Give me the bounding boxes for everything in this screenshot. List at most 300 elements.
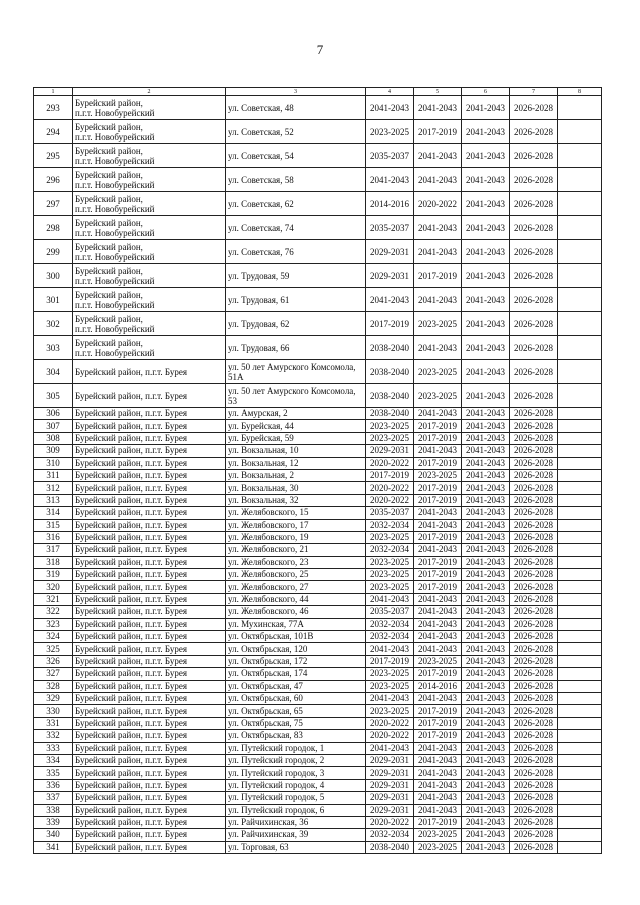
table-row — [34, 457, 602, 469]
column-number-row — [34, 88, 602, 96]
period-col7-cell: 2026-2028 — [510, 730, 558, 742]
address-cell: ул. Вокзальная, 12 — [226, 457, 366, 469]
period-col6-cell: 2041-2043 — [462, 692, 510, 704]
period-col6-cell: 2041-2043 — [462, 408, 510, 420]
period-col5-cell: 2041-2043 — [414, 288, 462, 312]
period-col7-cell: 2026-2028 — [510, 754, 558, 766]
column8-cell — [558, 168, 602, 192]
period-col5-cell: 2023-2025 — [414, 384, 462, 408]
period-col7-cell: 2026-2028 — [510, 668, 558, 680]
period-col4-cell: 2035-2037 — [366, 144, 414, 168]
address-cell: ул. Путейский городок, 3 — [226, 767, 366, 779]
table-body — [34, 96, 602, 854]
table-row — [34, 829, 602, 841]
period-col4-cell: 2032-2034 — [366, 544, 414, 556]
row-number: 312 — [34, 482, 73, 494]
address-cell: ул. Путейский городок, 6 — [226, 804, 366, 816]
period-col4-cell: 2020-2022 — [366, 482, 414, 494]
period-col6-cell: 2041-2043 — [462, 655, 510, 667]
row-number: 317 — [34, 544, 73, 556]
column8-cell — [558, 680, 602, 692]
period-col5-cell: 2023-2025 — [414, 841, 462, 853]
period-col4-cell: 2032-2034 — [366, 519, 414, 531]
period-col7-cell: 2026-2028 — [510, 643, 558, 655]
column-header-4: 4 — [366, 88, 414, 96]
district-cell: Бурейский район, п.г.т. Бурея — [73, 779, 226, 791]
period-col4-cell: 2029-2031 — [366, 754, 414, 766]
table-row — [34, 360, 602, 384]
address-cell: ул. Райчихинская, 36 — [226, 816, 366, 828]
period-col5-cell: 2041-2043 — [414, 779, 462, 791]
district-cell: Бурейский район, п.г.т. Бурея — [73, 754, 226, 766]
district-cell: Бурейский район, п.г.т. Новобурейский — [73, 192, 226, 216]
row-number: 318 — [34, 556, 73, 568]
period-col5-cell: 2041-2043 — [414, 240, 462, 264]
table-row — [34, 168, 602, 192]
period-col4-cell: 2023-2025 — [366, 556, 414, 568]
period-col7-cell: 2026-2028 — [510, 631, 558, 643]
district-cell: Бурейский район, п.г.т. Бурея — [73, 482, 226, 494]
row-number: 324 — [34, 631, 73, 643]
period-col6-cell: 2041-2043 — [462, 192, 510, 216]
period-col4-cell: 2032-2034 — [366, 631, 414, 643]
address-cell: ул. Октябрьская, 174 — [226, 668, 366, 680]
district-cell: Бурейский район, п.г.т. Новобурейский — [73, 312, 226, 336]
table-row — [34, 705, 602, 717]
period-col6-cell: 2041-2043 — [462, 717, 510, 729]
row-number: 302 — [34, 312, 73, 336]
address-cell: ул. Трудовая, 62 — [226, 312, 366, 336]
address-cell: ул. Желябовского, 25 — [226, 569, 366, 581]
row-number: 330 — [34, 705, 73, 717]
period-col4-cell: 2038-2040 — [366, 408, 414, 420]
period-col5-cell: 2023-2025 — [414, 655, 462, 667]
period-col6-cell: 2041-2043 — [462, 120, 510, 144]
table-row — [34, 730, 602, 742]
period-col5-cell: 2017-2019 — [414, 556, 462, 568]
column8-cell — [558, 841, 602, 853]
table-row — [34, 581, 602, 593]
period-col5-cell: 2041-2043 — [414, 96, 462, 120]
period-col6-cell: 2041-2043 — [462, 581, 510, 593]
period-col5-cell: 2017-2019 — [414, 581, 462, 593]
address-cell: ул. Мухинская, 77А — [226, 618, 366, 630]
period-col5-cell: 2041-2043 — [414, 519, 462, 531]
period-col5-cell: 2041-2043 — [414, 792, 462, 804]
period-col7-cell: 2026-2028 — [510, 544, 558, 556]
row-number: 298 — [34, 216, 73, 240]
row-number: 297 — [34, 192, 73, 216]
row-number: 320 — [34, 581, 73, 593]
district-cell: Бурейский район, п.г.т. Бурея — [73, 445, 226, 457]
period-col6-cell: 2041-2043 — [462, 618, 510, 630]
period-col4-cell: 2014-2016 — [366, 192, 414, 216]
period-col4-cell: 2017-2019 — [366, 655, 414, 667]
period-col5-cell: 2041-2043 — [414, 742, 462, 754]
period-col7-cell: 2026-2028 — [510, 779, 558, 791]
period-col6-cell: 2041-2043 — [462, 531, 510, 543]
period-col5-cell: 2017-2019 — [414, 457, 462, 469]
district-cell: Бурейский район, п.г.т. Бурея — [73, 606, 226, 618]
period-col5-cell: 2023-2025 — [414, 469, 462, 481]
address-cell: ул. Октябрьская, 47 — [226, 680, 366, 692]
address-cell: ул. Советская, 58 — [226, 168, 366, 192]
period-col4-cell: 2041-2043 — [366, 168, 414, 192]
address-cell: ул. Путейский городок, 1 — [226, 742, 366, 754]
row-number: 296 — [34, 168, 73, 192]
period-col7-cell: 2026-2028 — [510, 144, 558, 168]
row-number: 303 — [34, 336, 73, 360]
district-cell: Бурейский район, п.г.т. Бурея — [73, 816, 226, 828]
period-col4-cell: 2038-2040 — [366, 360, 414, 384]
period-col5-cell: 2017-2019 — [414, 420, 462, 432]
address-cell: ул. Октябрьская, 75 — [226, 717, 366, 729]
period-col4-cell: 2041-2043 — [366, 692, 414, 704]
row-number: 305 — [34, 384, 73, 408]
table-row — [34, 519, 602, 531]
period-col7-cell: 2026-2028 — [510, 519, 558, 531]
district-cell: Бурейский район, п.г.т. Бурея — [73, 692, 226, 704]
table-row — [34, 779, 602, 791]
row-number: 325 — [34, 643, 73, 655]
period-col5-cell: 2041-2043 — [414, 767, 462, 779]
period-col7-cell: 2026-2028 — [510, 692, 558, 704]
period-col7-cell: 2026-2028 — [510, 216, 558, 240]
period-col5-cell: 2023-2025 — [414, 312, 462, 336]
period-col4-cell: 2023-2025 — [366, 120, 414, 144]
column8-cell — [558, 631, 602, 643]
address-cell: ул. Вокзальная, 32 — [226, 494, 366, 506]
period-col4-cell: 2029-2031 — [366, 792, 414, 804]
period-col4-cell: 2017-2019 — [366, 312, 414, 336]
row-number: 300 — [34, 264, 73, 288]
district-cell: Бурейский район, п.г.т. Бурея — [73, 420, 226, 432]
district-cell: Бурейский район, п.г.т. Бурея — [73, 730, 226, 742]
period-col6-cell: 2041-2043 — [462, 754, 510, 766]
period-col7-cell: 2026-2028 — [510, 168, 558, 192]
period-col4-cell: 2020-2022 — [366, 717, 414, 729]
period-col6-cell: 2041-2043 — [462, 606, 510, 618]
column8-cell — [558, 288, 602, 312]
row-number: 341 — [34, 841, 73, 853]
period-col4-cell: 2032-2034 — [366, 618, 414, 630]
period-col6-cell: 2041-2043 — [462, 519, 510, 531]
address-cell: ул. Советская, 54 — [226, 144, 366, 168]
address-cell: ул. Желябовского, 23 — [226, 556, 366, 568]
period-col4-cell: 2023-2025 — [366, 531, 414, 543]
period-col5-cell: 2041-2043 — [414, 336, 462, 360]
district-cell: Бурейский район, п.г.т. Бурея — [73, 432, 226, 444]
district-cell: Бурейский район, п.г.т. Бурея — [73, 581, 226, 593]
column-header-7: 7 — [510, 88, 558, 96]
table-row — [34, 507, 602, 519]
table-row — [34, 816, 602, 828]
column8-cell — [558, 804, 602, 816]
address-cell: ул. Вокзальная, 10 — [226, 445, 366, 457]
district-cell: Бурейский район, п.г.т. Бурея — [73, 569, 226, 581]
period-col7-cell: 2026-2028 — [510, 120, 558, 144]
district-cell: Бурейский район, п.г.т. Бурея — [73, 841, 226, 853]
district-cell: Бурейский район, п.г.т. Бурея — [73, 507, 226, 519]
period-col7-cell: 2026-2028 — [510, 531, 558, 543]
period-col6-cell: 2041-2043 — [462, 668, 510, 680]
district-cell: Бурейский район, п.г.т. Новобурейский — [73, 120, 226, 144]
column8-cell — [558, 494, 602, 506]
row-number: 294 — [34, 120, 73, 144]
row-number: 309 — [34, 445, 73, 457]
row-number: 333 — [34, 742, 73, 754]
row-number: 323 — [34, 618, 73, 630]
period-col7-cell: 2026-2028 — [510, 680, 558, 692]
column8-cell — [558, 384, 602, 408]
period-col5-cell: 2017-2019 — [414, 569, 462, 581]
period-col4-cell: 2020-2022 — [366, 816, 414, 828]
row-number: 340 — [34, 829, 73, 841]
table-row — [34, 717, 602, 729]
period-col5-cell: 2023-2025 — [414, 829, 462, 841]
period-col4-cell: 2023-2025 — [366, 420, 414, 432]
table-row — [34, 742, 602, 754]
district-cell: Бурейский район, п.г.т. Новобурейский — [73, 144, 226, 168]
period-col6-cell: 2041-2043 — [462, 569, 510, 581]
address-cell: ул. Трудовая, 59 — [226, 264, 366, 288]
address-cell: ул. Советская, 76 — [226, 240, 366, 264]
period-col6-cell: 2041-2043 — [462, 792, 510, 804]
period-col5-cell: 2017-2019 — [414, 705, 462, 717]
row-number: 306 — [34, 408, 73, 420]
period-col6-cell: 2041-2043 — [462, 384, 510, 408]
address-cell: ул. Желябовского, 21 — [226, 544, 366, 556]
column8-cell — [558, 264, 602, 288]
period-col6-cell: 2041-2043 — [462, 705, 510, 717]
period-col4-cell: 2020-2022 — [366, 457, 414, 469]
district-cell: Бурейский район, п.г.т. Бурея — [73, 544, 226, 556]
column8-cell — [558, 507, 602, 519]
district-cell: Бурейский район, п.г.т. Бурея — [73, 408, 226, 420]
district-cell: Бурейский район, п.г.т. Бурея — [73, 531, 226, 543]
period-col4-cell: 2041-2043 — [366, 288, 414, 312]
period-col5-cell: 2041-2043 — [414, 631, 462, 643]
table-row — [34, 482, 602, 494]
column8-cell — [558, 569, 602, 581]
row-number: 293 — [34, 96, 73, 120]
period-col7-cell: 2026-2028 — [510, 312, 558, 336]
period-col5-cell: 2041-2043 — [414, 754, 462, 766]
address-cell: ул. Октябрьская, 172 — [226, 655, 366, 667]
column8-cell — [558, 192, 602, 216]
table-row — [34, 754, 602, 766]
table-row — [34, 680, 602, 692]
period-col6-cell: 2041-2043 — [462, 680, 510, 692]
address-cell: ул. Октябрьская, 120 — [226, 643, 366, 655]
period-col6-cell: 2041-2043 — [462, 730, 510, 742]
column8-cell — [558, 705, 602, 717]
period-col4-cell: 2020-2022 — [366, 730, 414, 742]
table-row — [34, 120, 602, 144]
period-col6-cell: 2041-2043 — [462, 482, 510, 494]
table-row — [34, 336, 602, 360]
period-col7-cell: 2026-2028 — [510, 569, 558, 581]
district-cell: Бурейский район, п.г.т. Бурея — [73, 494, 226, 506]
district-cell: Бурейский район, п.г.т. Новобурейский — [73, 288, 226, 312]
column8-cell — [558, 216, 602, 240]
period-col4-cell: 2041-2043 — [366, 96, 414, 120]
period-col5-cell: 2017-2019 — [414, 730, 462, 742]
period-col5-cell: 2017-2019 — [414, 120, 462, 144]
table-row — [34, 631, 602, 643]
period-col5-cell: 2041-2043 — [414, 606, 462, 618]
column8-cell — [558, 96, 602, 120]
row-number: 335 — [34, 767, 73, 779]
table-row — [34, 792, 602, 804]
address-cell: ул. Трудовая, 61 — [226, 288, 366, 312]
column8-cell — [558, 779, 602, 791]
period-col5-cell: 2020-2022 — [414, 192, 462, 216]
period-col6-cell: 2041-2043 — [462, 593, 510, 605]
period-col6-cell: 2041-2043 — [462, 312, 510, 336]
table-row — [34, 804, 602, 816]
period-col6-cell: 2041-2043 — [462, 804, 510, 816]
period-col5-cell: 2017-2019 — [414, 717, 462, 729]
column8-cell — [558, 120, 602, 144]
period-col7-cell: 2026-2028 — [510, 192, 558, 216]
column8-cell — [558, 816, 602, 828]
table-row — [34, 96, 602, 120]
period-col6-cell: 2041-2043 — [462, 544, 510, 556]
period-col6-cell: 2041-2043 — [462, 445, 510, 457]
row-number: 322 — [34, 606, 73, 618]
address-cell: ул. Желябовского, 44 — [226, 593, 366, 605]
address-cell: ул. Желябовского, 15 — [226, 507, 366, 519]
period-col4-cell: 2020-2022 — [366, 494, 414, 506]
period-col5-cell: 2017-2019 — [414, 482, 462, 494]
address-cell: ул. Амурская, 2 — [226, 408, 366, 420]
period-col7-cell: 2026-2028 — [510, 841, 558, 853]
period-col7-cell: 2026-2028 — [510, 792, 558, 804]
period-col6-cell: 2041-2043 — [462, 816, 510, 828]
period-col5-cell: 2023-2025 — [414, 360, 462, 384]
district-cell: Бурейский район, п.г.т. Бурея — [73, 767, 226, 779]
address-cell: ул. Октябрьская, 60 — [226, 692, 366, 704]
period-col7-cell: 2026-2028 — [510, 593, 558, 605]
period-col7-cell: 2026-2028 — [510, 507, 558, 519]
column8-cell — [558, 482, 602, 494]
table-row — [34, 643, 602, 655]
period-col7-cell: 2026-2028 — [510, 482, 558, 494]
period-col6-cell: 2041-2043 — [462, 494, 510, 506]
period-col6-cell: 2041-2043 — [462, 144, 510, 168]
column8-cell — [558, 754, 602, 766]
column8-cell — [558, 618, 602, 630]
address-cell: ул. Бурейская, 59 — [226, 432, 366, 444]
row-number: 313 — [34, 494, 73, 506]
district-cell: Бурейский район, п.г.т. Бурея — [73, 792, 226, 804]
period-col5-cell: 2041-2043 — [414, 593, 462, 605]
period-col7-cell: 2026-2028 — [510, 581, 558, 593]
period-col6-cell: 2041-2043 — [462, 216, 510, 240]
address-cell: ул. Путейский городок, 2 — [226, 754, 366, 766]
period-col5-cell: 2017-2019 — [414, 494, 462, 506]
address-cell: ул. Советская, 52 — [226, 120, 366, 144]
period-col5-cell: 2017-2019 — [414, 531, 462, 543]
row-number: 331 — [34, 717, 73, 729]
period-col7-cell: 2026-2028 — [510, 457, 558, 469]
address-cell: ул. Райчихинская, 39 — [226, 829, 366, 841]
address-cell: ул. Октябрьская, 101В — [226, 631, 366, 643]
period-col4-cell: 2029-2031 — [366, 767, 414, 779]
period-col4-cell: 2029-2031 — [366, 804, 414, 816]
address-cell: ул. Желябовского, 46 — [226, 606, 366, 618]
table-row — [34, 384, 602, 408]
period-col7-cell: 2026-2028 — [510, 804, 558, 816]
period-col4-cell: 2017-2019 — [366, 469, 414, 481]
column8-cell — [558, 692, 602, 704]
period-col5-cell: 2041-2043 — [414, 643, 462, 655]
table-row — [34, 593, 602, 605]
row-number: 321 — [34, 593, 73, 605]
period-col5-cell: 2017-2019 — [414, 816, 462, 828]
column-header-8: 8 — [558, 88, 602, 96]
column8-cell — [558, 531, 602, 543]
district-cell: Бурейский район, п.г.т. Бурея — [73, 360, 226, 384]
period-col4-cell: 2023-2025 — [366, 581, 414, 593]
address-cell: ул. Октябрьская, 83 — [226, 730, 366, 742]
period-col6-cell: 2041-2043 — [462, 643, 510, 655]
table-row — [34, 841, 602, 853]
row-number: 337 — [34, 792, 73, 804]
table-row — [34, 445, 602, 457]
district-cell: Бурейский район, п.г.т. Бурея — [73, 593, 226, 605]
district-cell: Бурейский район, п.г.т. Бурея — [73, 618, 226, 630]
table-row — [34, 408, 602, 420]
row-number: 316 — [34, 531, 73, 543]
period-col4-cell: 2038-2040 — [366, 384, 414, 408]
period-col7-cell: 2026-2028 — [510, 445, 558, 457]
period-col6-cell: 2041-2043 — [462, 240, 510, 264]
district-cell: Бурейский район, п.г.т. Новобурейский — [73, 264, 226, 288]
table-row — [34, 544, 602, 556]
row-number: 336 — [34, 779, 73, 791]
row-number: 311 — [34, 469, 73, 481]
period-col5-cell: 2041-2043 — [414, 507, 462, 519]
district-cell: Бурейский район, п.г.т. Бурея — [73, 717, 226, 729]
district-cell: Бурейский район, п.г.т. Новобурейский — [73, 96, 226, 120]
period-col6-cell: 2041-2043 — [462, 829, 510, 841]
table-row — [34, 312, 602, 336]
row-number: 315 — [34, 519, 73, 531]
period-col6-cell: 2041-2043 — [462, 360, 510, 384]
period-col5-cell: 2041-2043 — [414, 618, 462, 630]
period-col5-cell: 2041-2043 — [414, 144, 462, 168]
period-col6-cell: 2041-2043 — [462, 420, 510, 432]
row-number: 339 — [34, 816, 73, 828]
column8-cell — [558, 767, 602, 779]
table-row — [34, 569, 602, 581]
period-col6-cell: 2041-2043 — [462, 288, 510, 312]
table-row — [34, 469, 602, 481]
column8-cell — [558, 457, 602, 469]
period-col4-cell: 2038-2040 — [366, 336, 414, 360]
address-cell: ул. Желябовского, 27 — [226, 581, 366, 593]
period-col4-cell: 2029-2031 — [366, 240, 414, 264]
period-col5-cell: 2041-2043 — [414, 216, 462, 240]
address-cell: ул. Желябовского, 19 — [226, 531, 366, 543]
district-cell: Бурейский район, п.г.т. Бурея — [73, 631, 226, 643]
row-number: 301 — [34, 288, 73, 312]
row-number: 332 — [34, 730, 73, 742]
period-col6-cell: 2041-2043 — [462, 767, 510, 779]
address-cell: ул. Вокзальная, 30 — [226, 482, 366, 494]
